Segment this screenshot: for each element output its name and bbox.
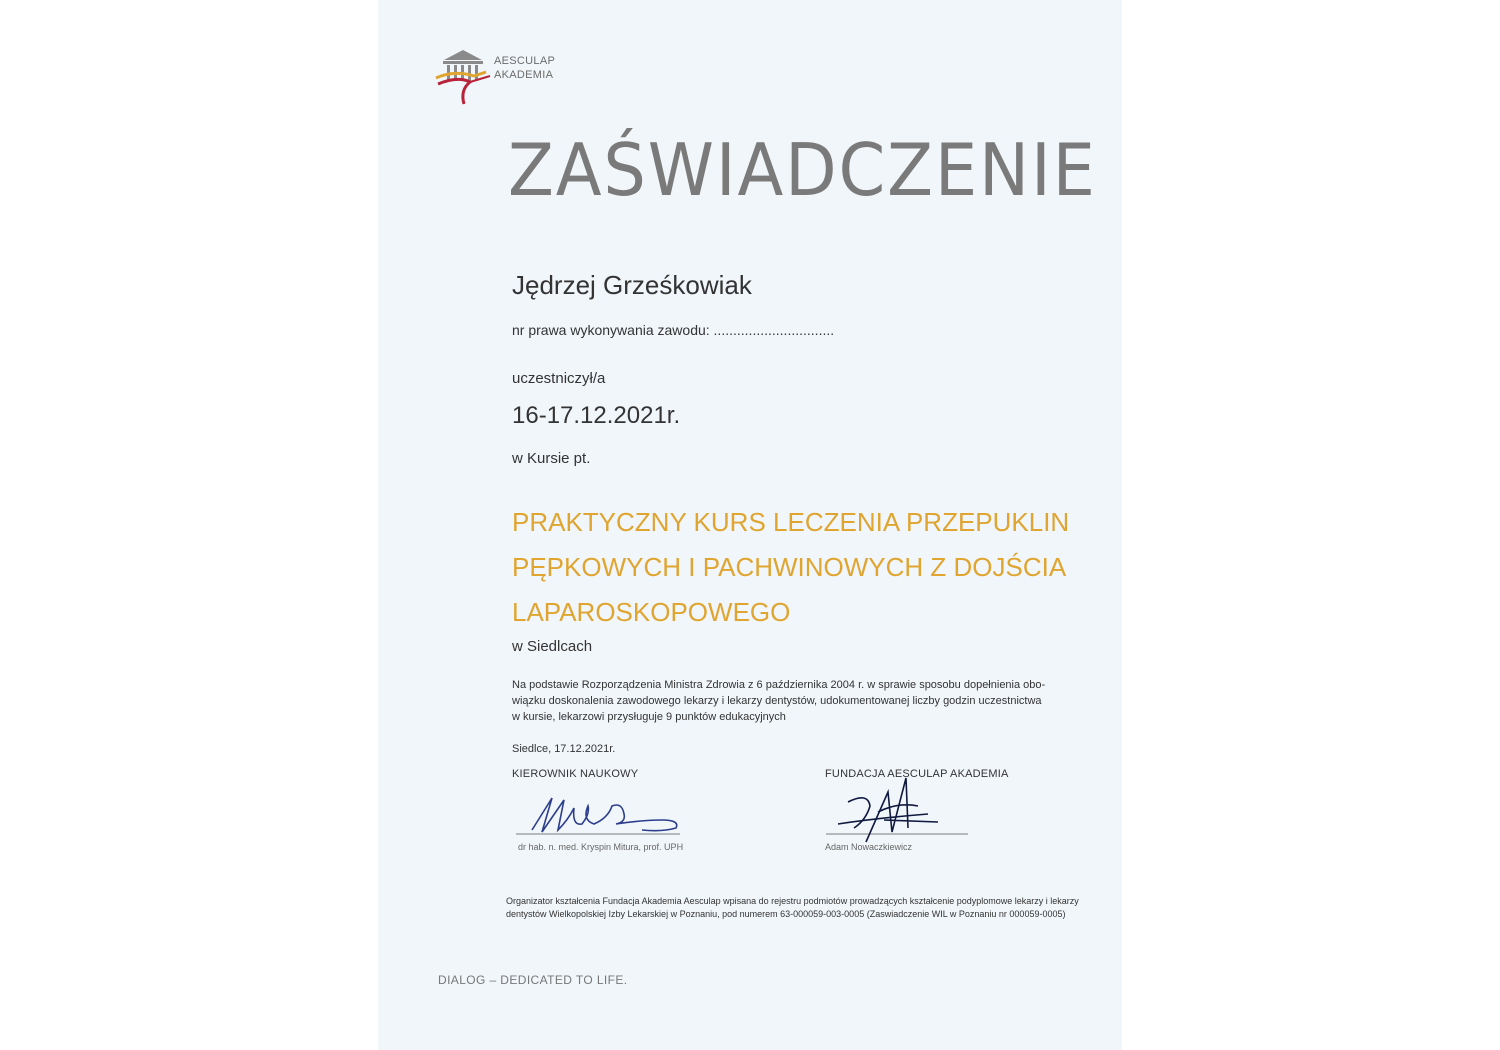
certificate-page	[378, 0, 1122, 1050]
course-intro: w Kursie pt.	[512, 450, 591, 467]
organizer-note	[506, 895, 1079, 921]
course-title-line: LAPAROSKOPOWEGO	[512, 597, 791, 627]
document-title: ZAŚWIADCZENIE	[508, 128, 1097, 212]
logo-line-2: AKADEMIA	[494, 69, 554, 81]
legal-basis-text	[512, 677, 1052, 725]
recipient-name: Jędrzej Grześkowiak	[512, 270, 752, 300]
course-dates: 16-17.12.2021r.	[512, 402, 681, 429]
legal-line: Na podstawie Rozporządzenia Ministra Zdrowia z 6 października 2004 r. w sprawie sposobu dopełnienia obo-	[512, 679, 1046, 691]
temple-icon	[434, 46, 492, 106]
aesculap-akademia-logo	[434, 46, 594, 106]
legal-line: wiązku doskonalenia zawodowego lekarzy i lekarzy dentystów, udokumentowanej liczby godzin uczestnictwa	[512, 695, 1042, 707]
organizer-line: Organizator kształcenia Fundacja Akademia Aesculap wpisana do rejestru podmiotów prowadzących kształcenie podyplomowe lekarzy i lekarzy	[506, 896, 1079, 906]
course-title	[512, 500, 1072, 635]
foundation-signer-name: Adam Nowaczkiewicz	[825, 842, 913, 852]
slogan: DIALOG – DEDICATED TO LIFE.	[438, 973, 628, 987]
logo-line-1: AESCULAP	[494, 55, 556, 67]
license-number-field: nr prawa wykonywania zawodu: ...............................	[512, 322, 835, 338]
course-title-line: PĘPKOWYCH I PACHWINOWYCH Z DOJŚCIA	[512, 552, 1067, 582]
foundation-signature	[818, 772, 968, 852]
course-title-line: PRAKTYCZNY KURS LECZENIA PRZEPUKLIN	[512, 507, 1070, 537]
course-city: w Siedlcach	[512, 638, 593, 655]
scientific-director-label: KIEROWNIK NAUKOWY	[512, 768, 639, 780]
organizer-line: dentystów Wielkopolskiej Izby Lekarskiej w Poznaniu, pod numerem 63-000059-003-0005 (Zaswiadczenie WIL w Poznaniu nr 000059-0005)	[506, 909, 1066, 919]
scientific-director-name: dr hab. n. med. Kryspin Mitura, prof. UPH	[518, 842, 684, 852]
participation-label: uczestniczył/a	[512, 370, 606, 387]
foundation-label: FUNDACJA AESCULAP AKADEMIA	[825, 768, 1009, 780]
scientific-director-signature	[512, 790, 692, 840]
place-and-date: Siedlce, 17.12.2021r.	[512, 743, 616, 755]
legal-line: w kursie, lekarzowi przysługuje 9 punktów edukacyjnych	[512, 711, 786, 723]
logo-wordmark	[494, 54, 555, 82]
